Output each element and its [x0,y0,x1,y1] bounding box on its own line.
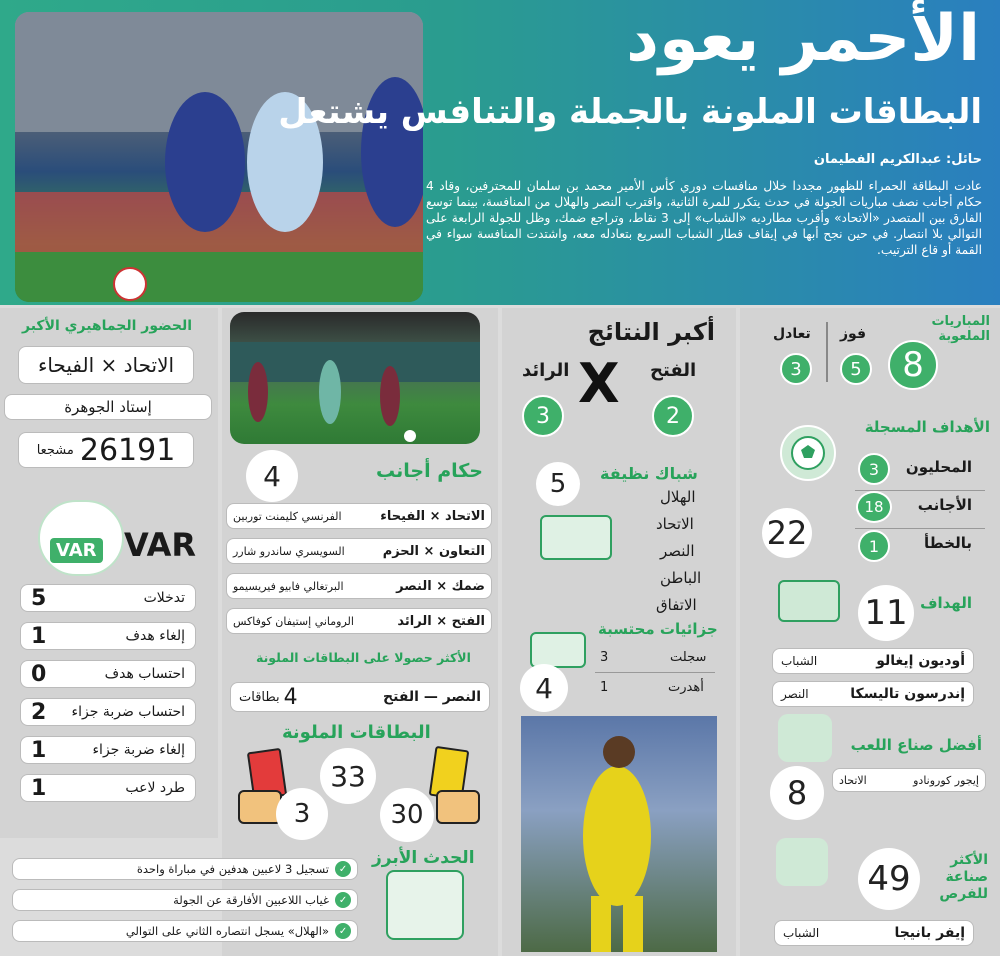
attendance-unit: مشجعا [36,442,74,458]
scorer-team: النصر [781,687,809,701]
var-row-value: 5 [31,585,47,611]
player-head-icon [778,714,832,762]
refs-title: حكام أجانب [376,460,484,482]
var-row-value: 1 [31,737,47,763]
wins-label: فوز [840,326,867,342]
penalties-missed-value: 1 [600,680,609,695]
var-row-value: 1 [31,623,47,649]
scorers-value-badge: 11 [858,585,914,641]
certificate-icon [386,870,464,940]
var-row [20,736,196,764]
goals-foreign-label: الأجانب [917,496,972,514]
scorer-name: أوديون إيغالو [876,653,965,669]
ref-match: الاتحاد × الفيحاء [380,508,485,524]
goals-local-badge: 3 [858,453,890,485]
penalties-scored-label: سجلت [670,650,707,665]
most-cards-value: 4 [283,684,298,710]
ref-row-2 [226,538,492,564]
var-row [20,660,196,688]
var-row [20,698,196,726]
var-row-label: احتساب هدف [104,666,185,682]
var-row [20,774,196,802]
page-subtitle: البطاقات الملونة بالجملة والتنافس يشتعل [278,92,982,132]
cards-title: البطاقات الملونة [282,722,431,743]
penalties-title: جزائيات محتسبة [598,620,718,638]
scorer-name: إندرسون تاليسكا [850,686,965,702]
attendance-match: الاتحاد × الفيحاء [18,346,194,384]
clean-value-badge: 5 [536,462,580,506]
var-row-value: 0 [31,661,47,687]
draws-badge: 3 [780,353,812,385]
most-cards-title: الأكثر حصولا على البطاقات الملونة [256,650,471,665]
var-row-label: تدخلات [143,590,185,606]
penalties-value-badge: 4 [520,664,568,712]
result-x: X [578,352,620,415]
chances-team: الشباب [783,926,820,940]
scorers-title: الهداف [920,594,972,612]
clean-title: شباك نظيفة [600,464,698,483]
players-illustration [15,12,423,302]
ref-row-1 [226,503,492,529]
author-line: حائل: عبدالكريم الفطيمان [813,152,982,167]
refs-value-badge: 4 [246,450,298,502]
goals-foreign-badge: 18 [856,491,892,523]
player-head-icon [776,838,828,886]
highlight-title: الحدث الأبرز [372,848,475,868]
penalties-missed-label: أهدرت [668,680,704,695]
chances-player: إيفر بانيجا [894,925,965,941]
maker-name: إيجور كورونادو [913,773,979,787]
most-cards-row [230,682,490,712]
check-icon: ✓ [335,923,351,939]
check-icon: ✓ [335,861,351,877]
var-title: VAR [124,526,196,564]
clean-team: الاتحاد [656,515,694,533]
wins-badge: 5 [840,353,872,385]
clean-team: الهلال [660,488,696,506]
highlight-text: «الهلال» يسجل انتصاره الثاني على التوالي [125,924,329,938]
most-cards-teams: النصر — الفتح [383,689,481,705]
clean-team: الاتفاق [656,596,697,614]
goals-total-badge: 22 [762,508,812,558]
goals-own-label: بالخطأ [924,534,972,552]
goal-net-icon [778,580,840,622]
clean-team: الباطن [660,569,702,587]
ref-match: ضمك × النصر [396,578,485,594]
highlight-item [12,889,358,911]
chances-value-badge: 49 [858,848,920,910]
attendance-title: الحضور الجماهيري الأكبر [22,318,193,334]
var-badge: VAR [50,538,103,563]
clean-team: النصر [660,542,695,560]
penalty-net-icon [530,632,586,668]
makers-value-badge: 8 [770,766,824,820]
ref-match: الفتح × الرائد [397,613,485,629]
chances-title: الأكثر صناعة للفرص [939,852,988,902]
goals-own-badge: 1 [858,530,890,562]
ref-name: السويسري ساندرو شارر [233,544,345,558]
check-icon: ✓ [335,892,351,908]
score2-badge: 3 [522,395,564,437]
score1-badge: 2 [652,395,694,437]
highlight-text: تسجيل 3 لاعبين هدفين في مباراة واحدة [136,862,329,876]
attendance-count-box [18,432,194,468]
goals-local-label: المحليون [905,458,972,476]
var-row-value: 1 [31,775,47,801]
highlight-text: غياب اللاعبين الأفارقة عن الجولة [173,893,329,907]
var-row-value: 2 [31,699,47,725]
ref-row-3 [226,573,492,599]
makers-title: أفضل صناع اللعب [850,736,982,754]
hand-icon [436,790,480,824]
draws-label: تعادل [773,326,811,342]
goals-title: الأهداف المسجلة [864,418,990,436]
scorer-row-2 [772,681,974,707]
yellow-cards-badge: 30 [380,788,434,842]
maker-team: الاتحاد [839,773,867,787]
chances-row [774,920,974,946]
match-photo-2 [230,312,480,444]
header-match-photo [15,12,423,302]
makers-row [832,768,986,792]
divider [826,322,828,382]
football-icon [780,425,836,481]
result-team1: الفتح [650,360,697,381]
red-cards-badge: 3 [276,788,328,840]
matches-label: المباريات الملعوبة [931,314,990,344]
cards-total-badge: 33 [320,748,376,804]
penalties-scored-value: 3 [600,650,609,665]
var-row [20,584,196,612]
ref-match: التعاون × الحزم [382,543,485,559]
ref-name: الروماني إستيفان كوفاكس [233,614,354,628]
attendance-value: 26191 [79,432,176,468]
attendance-stadium: إستاد الجوهرة [4,394,212,420]
ref-name: الفرنسي كليمنت توربين [233,509,342,523]
divider [855,528,985,529]
matches-total-badge: 8 [888,340,938,390]
var-row-label: إلغاء هدف [125,628,185,644]
ref-name: البرتغالي فابيو فيريسيمو [233,579,344,593]
intro-paragraph: عادت البطاقة الحمراء للظهور مجددا خلال منافسات دوري كأس الأمير محمد بن سلمان للمحترفين، وقاد 4 حكام أجانب نصف مباريات الجولة في حدث يتكرر للمرة الثانية، واقترب النصر والهلال من المنافسة، بينما توسع الفارق بين المتصدر «الاتحاد» وأقرب مطارديه «الشباب» إلى 3 نقاط، وتراجع ضمك، وظل للجولة الرابعة على التوالي بلا انتصار. في حين نجح أبها في إيقاف قطار الشباب السريع بتعادله معه، واشتدت المنافسة سواء في القمة أو قاع الترتيب. [426,179,982,257]
scorer-row-1 [772,648,974,674]
ref-row-4 [226,608,492,634]
var-row [20,622,196,650]
results-title: أكبر النتائج [587,318,715,346]
var-row-label: احتساب ضربة جزاء [71,704,185,720]
goal-net-icon [540,515,612,560]
scorer-team: الشباب [781,654,818,668]
highlight-item [12,920,358,942]
hand-icon [238,790,282,824]
var-row-label: إلغاء ضربة جزاء [92,742,185,758]
divider [595,672,715,673]
result-team2: الرائد [522,360,570,381]
page-title: الأحمر يعود [626,2,980,76]
highlight-item [12,858,358,880]
var-row-label: طرد لاعب [125,780,185,796]
celebration-photo [521,716,717,952]
most-cards-unit: بطاقات [239,689,280,705]
